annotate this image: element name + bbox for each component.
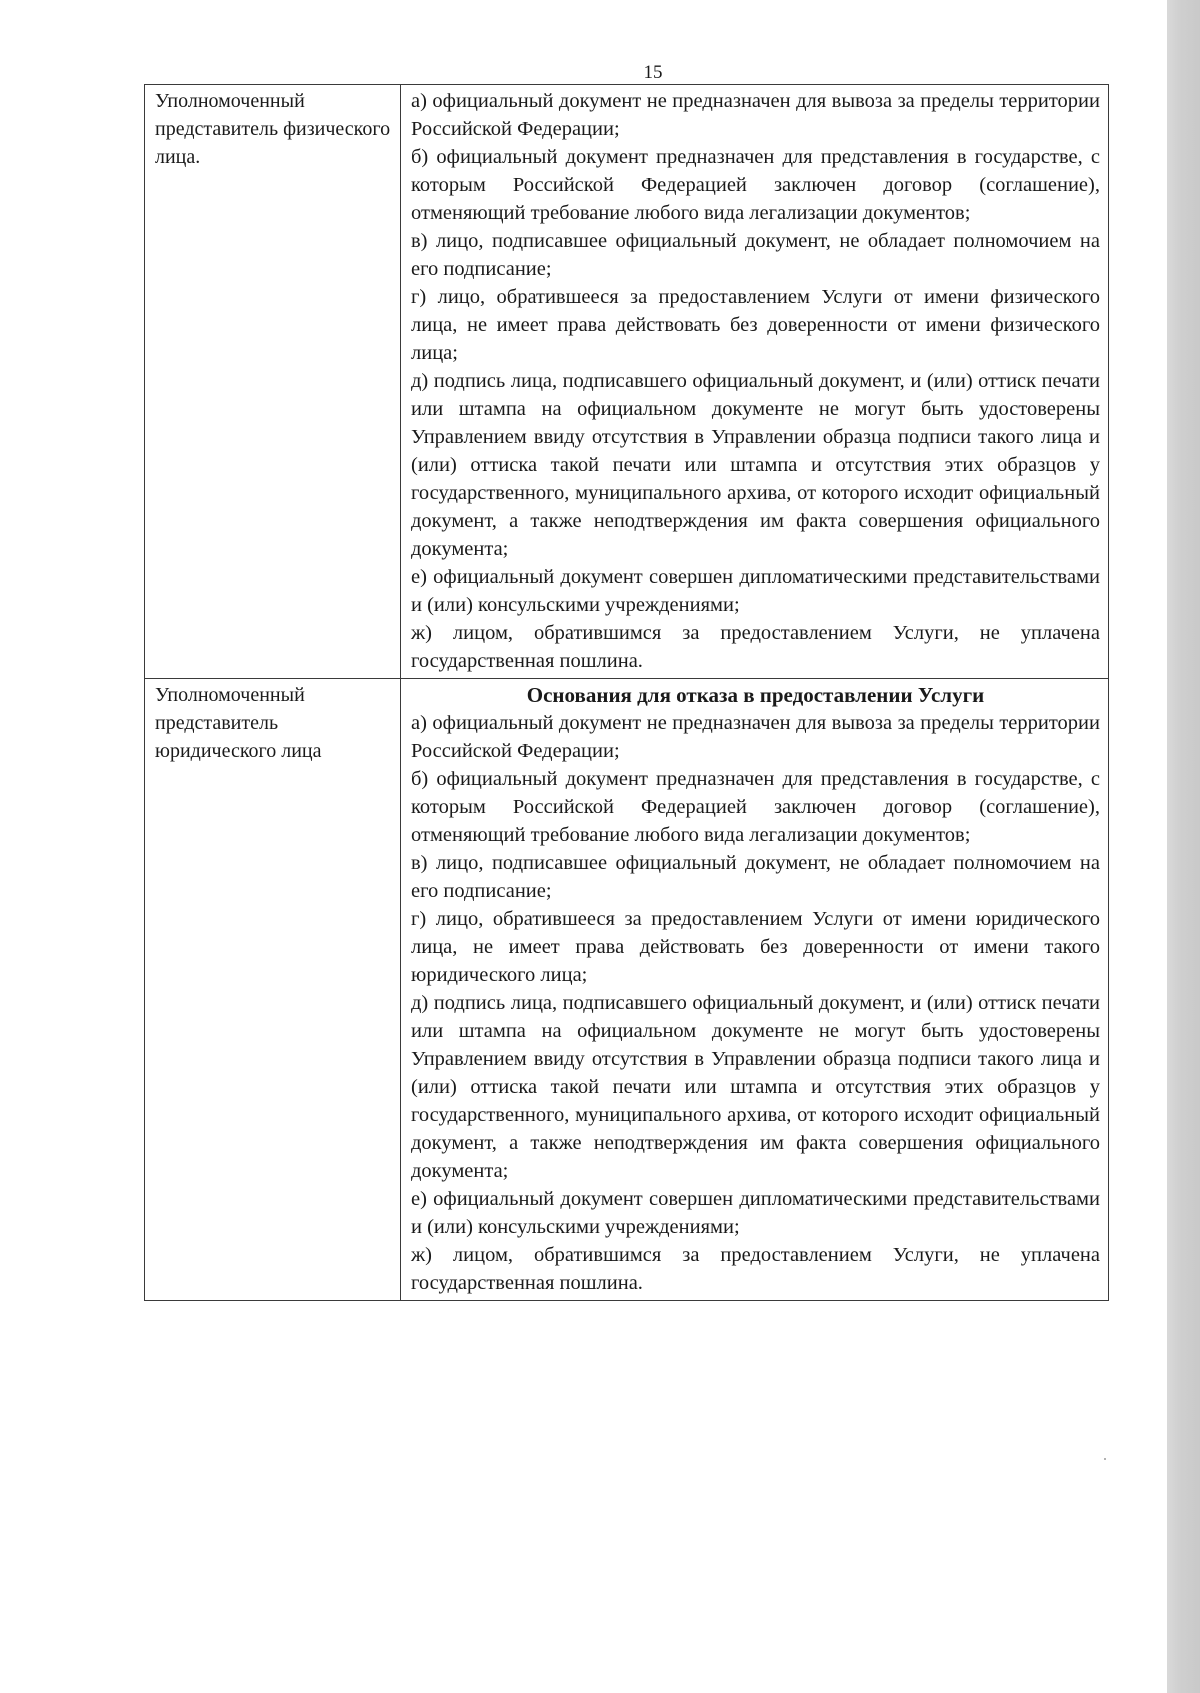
list-item: г) лицо, обратившееся за предоставлением Услуги от имени юридического лица, не имеет права действовать без доверенности от имени такого юридического лица; [411, 908, 1100, 986]
refusal-grounds-table [144, 84, 1109, 1301]
list-item: ж) лицом, обратившимся за предоставлением Услуги, не уплачена государственная пошлина. [411, 622, 1100, 672]
scan-edge-strip [1167, 0, 1200, 1693]
list-item: г) лицо, обратившееся за предоставлением Услуги от имени физического лица, не имеет права действовать без доверенности от имени физического лица; [411, 286, 1100, 364]
list-item: ж) лицом, обратившимся за предоставлением Услуги, не уплачена государственная пошлина. [411, 1244, 1100, 1294]
applicant-cell: Уполномоченный представитель юридического лица [145, 679, 401, 1301]
scan-speck [1104, 1458, 1106, 1460]
applicant-cell: Уполномоченный представитель физического лица. [145, 85, 401, 679]
list-item: в) лицо, подписавшее официальный документ, не обладает полномочием на его подписание; [411, 230, 1100, 280]
table-row [145, 679, 1109, 1301]
list-item: а) официальный документ не предназначен для вывоза за пределы территории Российской Федерации; [411, 90, 1100, 140]
grounds-cell [401, 679, 1109, 1301]
section-heading: Основания для отказа в предоставлении Услуги [526, 683, 985, 707]
list-item: е) официальный документ совершен дипломатическими представительствами и (или) консульскими учреждениями; [411, 566, 1100, 616]
list-item: б) официальный документ предназначен для представления в государстве, с которым Российской Федерацией заключен договор (соглашение), отменяющий требование любого вида легализации документов; [411, 768, 1100, 846]
grounds-cell [401, 85, 1109, 679]
list-item: д) подпись лица, подписавшего официальный документ, и (или) оттиск печати или штампа на официальном документе не могут быть удостоверены Управлением ввиду отсутствия в Управлении образца подписи такого лица и (или) оттиска такой печати или штампа и отсутствия этих образцов у государственного, муниципального архива, от которого исходит официальный документ, а также неподтверждения им факта совершения официального документа; [411, 992, 1100, 1182]
list-item: д) подпись лица, подписавшего официальный документ, и (или) оттиск печати или штампа на официальном документе не могут быть удостоверены Управлением ввиду отсутствия в Управлении образца подписи такого лица и (или) оттиска такой печати или штампа и отсутствия этих образцов у государственного, муниципального архива, от которого исходит официальный документ, а также неподтверждения им факта совершения официального документа; [411, 370, 1100, 560]
page-number: 15 [643, 62, 663, 83]
list-item: а) официальный документ не предназначен для вывоза за пределы территории Российской Федерации; [411, 712, 1100, 762]
table-row [145, 85, 1109, 679]
list-item: в) лицо, подписавшее официальный документ, не обладает полномочием на его подписание; [411, 852, 1100, 902]
list-item: б) официальный документ предназначен для представления в государстве, с которым Российской Федерацией заключен договор (соглашение), отменяющий требование любого вида легализации документов; [411, 146, 1100, 224]
list-item: е) официальный документ совершен дипломатическими представительствами и (или) консульскими учреждениями; [411, 1188, 1100, 1238]
